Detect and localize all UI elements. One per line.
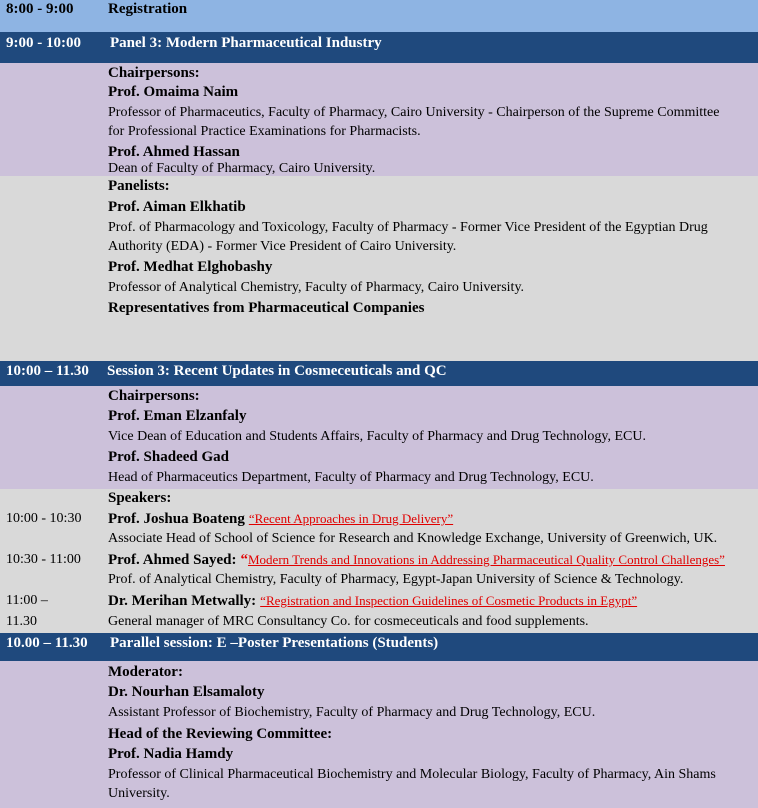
chairperson-name: Prof. Ahmed Hassan (108, 144, 240, 160)
session3-chairpersons (0, 386, 758, 489)
speaker-line (108, 511, 453, 527)
committee-head-description: University. (108, 786, 170, 801)
moderator-description: Assistant Professor of Biochemistry, Faculty of Pharmacy and Drug Technology, ECU. (108, 705, 596, 720)
panelist-name: Prof. Aiman Elkhatib (108, 199, 246, 215)
talk-title-link[interactable]: “Recent Approaches in Drug Delivery” (248, 511, 454, 526)
registration-row (0, 0, 758, 32)
chairperson-description: for Professional Practice Examinations for Pharmacists. (108, 124, 421, 139)
speaker-description: General manager of MRC Consultancy Co. for cosmeceuticals and food supplements. (108, 614, 589, 629)
panelists-heading: Panelists: (108, 178, 170, 194)
moderator-name: Dr. Nourhan Elsamaloty (108, 684, 265, 700)
speaker-time: 10:30 - 11:00 (6, 552, 81, 567)
chairperson-description: Dean of Faculty of Pharmacy, Cairo University. (108, 161, 376, 176)
speaker-time: 11:00 – (6, 593, 48, 608)
panelist-name: Prof. Medhat Elghobashy (108, 259, 273, 275)
quote-mark: “ (240, 552, 248, 568)
parallel-session-time: 10.00 – 11.30 (6, 635, 88, 651)
chairperson-description: Professor of Pharmaceutics, Faculty of Pharmacy, Cairo University - Chairperson of the Supreme Committee (108, 105, 720, 120)
speaker-description: Prof. of Analytical Chemistry, Faculty of Pharmacy, Egypt-Japan University of Science & Technology. (108, 572, 684, 587)
panel3-chairpersons (0, 63, 758, 176)
chairperson-name: Prof. Shadeed Gad (108, 449, 229, 465)
speaker-name: Prof. Ahmed Sayed: (108, 552, 237, 568)
panelist-description: Prof. of Pharmacology and Toxicology, Faculty of Pharmacy - Former Vice President of the Egyptian Drug (108, 220, 708, 235)
chairperson-description: Head of Pharmaceutics Department, Faculty of Pharmacy and Drug Technology, ECU. (108, 470, 594, 485)
talk-title-link[interactable]: Modern Trends and Innovations in Addressing Pharmaceutical Quality Control Challenges” (247, 552, 725, 567)
chairperson-name: Prof. Eman Elzanfaly (108, 408, 247, 424)
registration-title: Registration (108, 1, 188, 17)
parallel-session-title: Parallel session: E –Poster Presentations (Students) (110, 635, 439, 651)
chairperson-description: Vice Dean of Education and Students Affairs, Faculty of Pharmacy and Drug Technology, ECU. (108, 429, 646, 444)
panel3-header (0, 32, 758, 63)
panelist-name: Representatives from Pharmaceutical Companies (108, 300, 425, 316)
speaker-name: Dr. Merihan Metwally: (108, 593, 257, 609)
chairpersons-heading: Chairpersons: (108, 388, 200, 404)
registration-time: 8:00 - 9:00 (6, 1, 74, 17)
chairperson-name: Prof. Omaima Naim (108, 84, 239, 100)
chairpersons-heading: Chairpersons: (108, 65, 200, 81)
speaker-line (108, 552, 725, 568)
speakers-heading: Speakers: (108, 490, 172, 506)
panelist-description: Professor of Analytical Chemistry, Faculty of Pharmacy, Cairo University. (108, 280, 525, 295)
panel3-panelists (0, 176, 758, 361)
parallel-session-details (0, 661, 758, 808)
talk-title-link[interactable]: “Registration and Inspection Guidelines of Cosmetic Products in Egypt” (260, 593, 638, 608)
speaker-time: 10:00 - 10:30 (6, 511, 82, 526)
speaker-description: Associate Head of School of Science for Research and Knowledge Exchange, University of Greenwich, UK. (108, 531, 718, 546)
committee-head-description: Professor of Clinical Pharmaceutical Biochemistry and Molecular Biology, Faculty of Pharmacy, Ain Shams (108, 767, 716, 782)
panel3-time: 9:00 - 10:00 (6, 35, 81, 51)
session3-time: 10:00 – 11.30 (6, 363, 89, 379)
session3-header (0, 361, 758, 386)
speaker-line (108, 593, 637, 609)
speaker-name: Prof. Joshua Boateng (108, 511, 245, 527)
session3-speakers (0, 489, 758, 633)
session3-title: Session 3: Recent Updates in Cosmeceuticals and QC (107, 363, 447, 379)
panelist-description: Authority (EDA) - Former Vice President of Cairo University. (108, 239, 457, 254)
parallel-session-header (0, 633, 758, 661)
committee-head-name: Prof. Nadia Hamdy (108, 746, 234, 762)
panel3-title: Panel 3: Modern Pharmaceutical Industry (110, 35, 382, 51)
speaker-time: 11.30 (6, 614, 37, 629)
committee-heading: Head of the Reviewing Committee: (108, 726, 333, 742)
moderator-heading: Moderator: (108, 664, 183, 680)
